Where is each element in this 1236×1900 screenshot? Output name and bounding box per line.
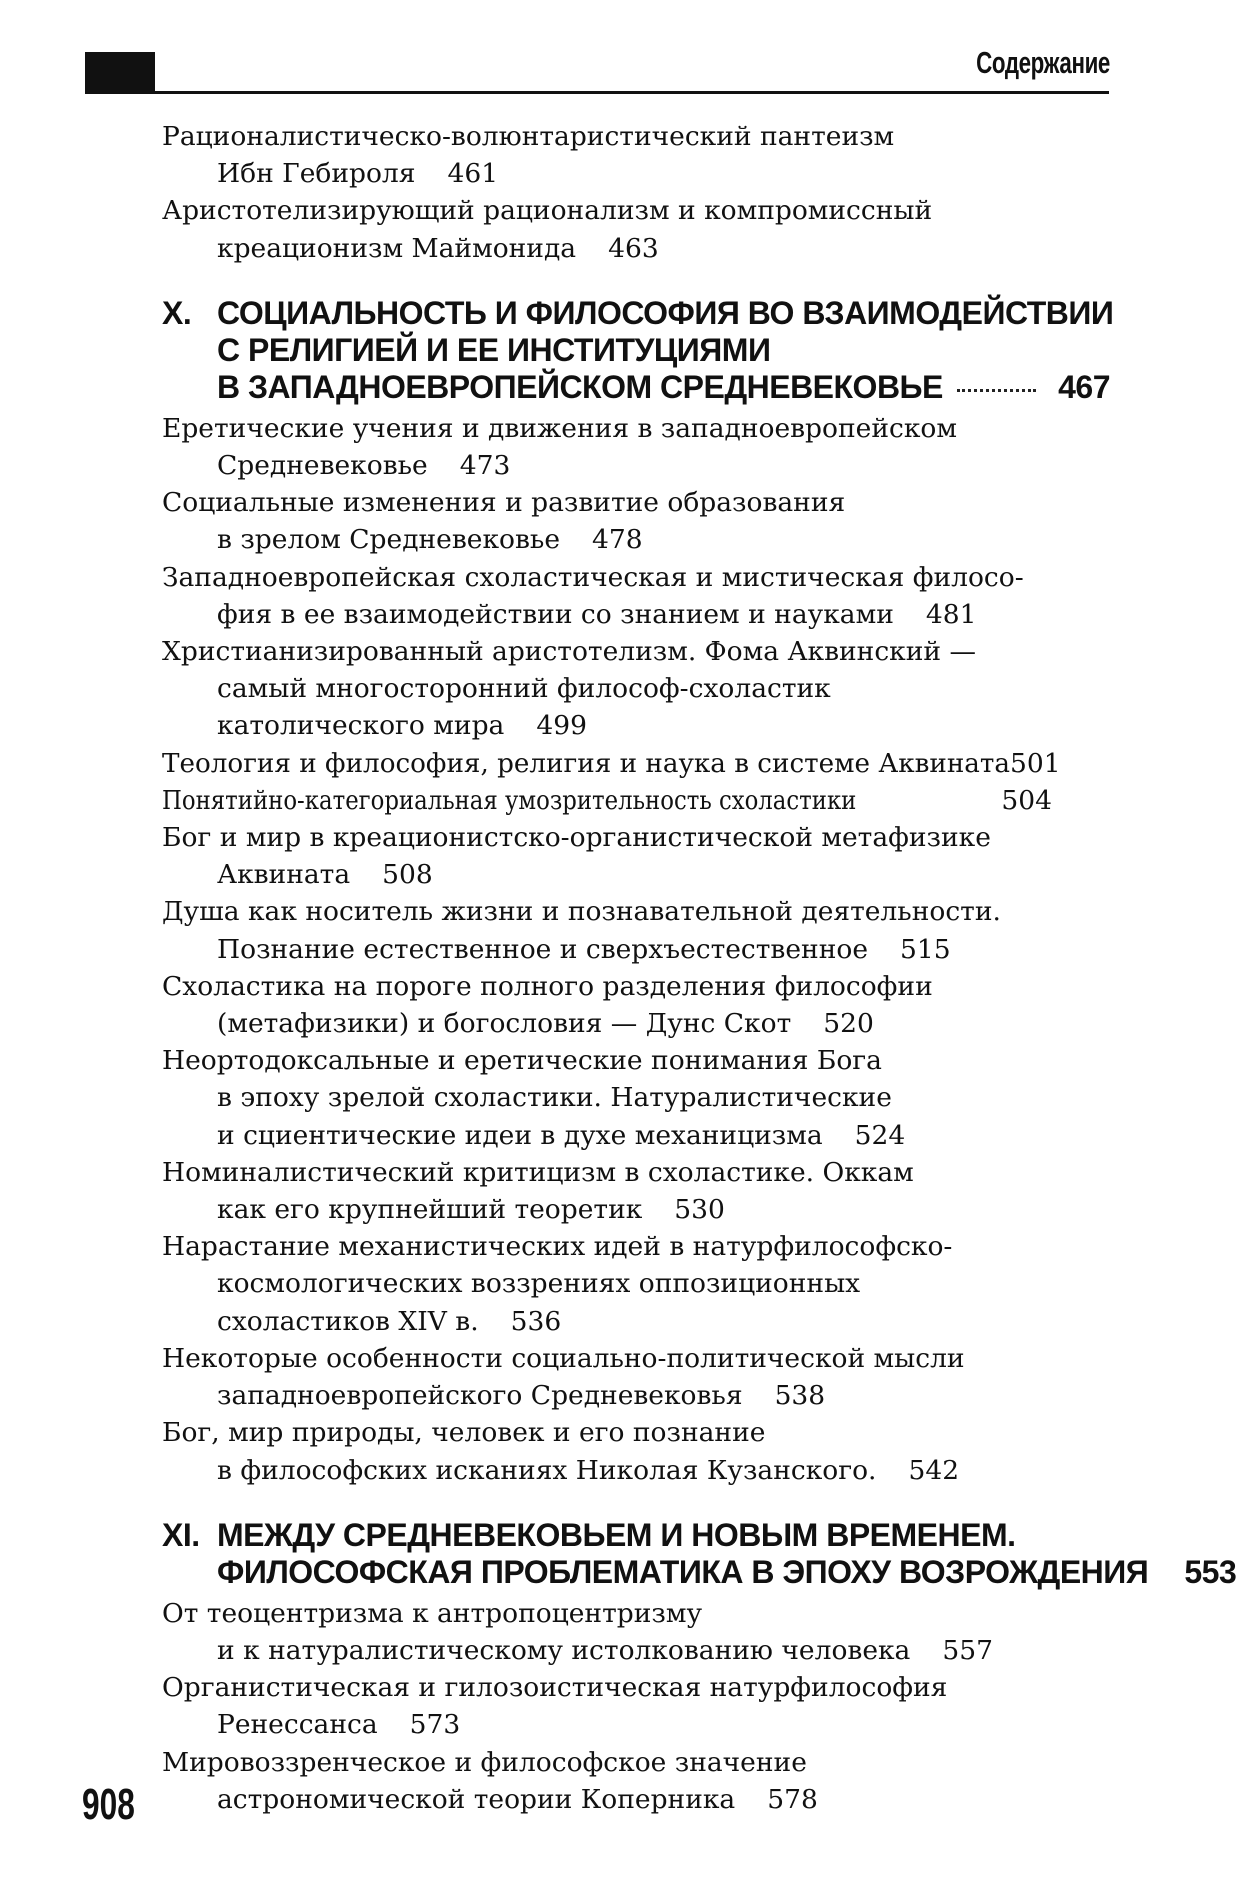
entry-title-line: Некоторые особенности социально-политической мысли — [162, 1342, 965, 1374]
entry-page-number: 573 — [409, 1709, 461, 1741]
entry-page-number: 478 — [592, 524, 643, 556]
entry-title-line: Теология и философия, религия и наука в системе Аквината — [162, 747, 1011, 779]
entry-title-line: (метафизики) и богословия — Дунс Скот — [217, 1008, 792, 1040]
table-of-contents — [162, 118, 1236, 1818]
entry-title-line: Аристотелизирующий рационализм и компромиссный — [162, 195, 933, 227]
toc-entry — [162, 1154, 1110, 1228]
toc-entry — [162, 118, 1110, 192]
entry-page-number: 508 — [382, 859, 433, 891]
toc-chapter — [162, 294, 1114, 406]
entry-page-number: 530 — [674, 1194, 725, 1226]
toc-entry — [162, 782, 1110, 819]
entry-page-number: 538 — [774, 1380, 826, 1412]
running-header-title: Содержание — [976, 45, 1110, 80]
entry-title-line: схоластиков XIV в. — [217, 1305, 479, 1337]
toc-entry — [162, 1042, 1110, 1154]
toc-entry — [162, 893, 1110, 967]
entry-title-line: и сциентические идеи в духе механицизма — [217, 1119, 823, 1151]
entry-title-line: Аквината — [217, 859, 351, 891]
entry-page-number: 473 — [459, 450, 511, 482]
chapter-page-number: 553 — [1184, 1553, 1236, 1590]
toc-entry — [162, 745, 1110, 782]
entry-title-line: фия в ее взаимодействии со знанием и науками — [217, 598, 894, 630]
entry-page-number: 463 — [608, 232, 659, 264]
entry-page-number: 504 — [1001, 784, 1053, 816]
entry-page-number: 542 — [908, 1454, 960, 1486]
entry-page-number: 499 — [536, 710, 587, 742]
entry-title-line: самый многосторонний философ-схоластик — [217, 673, 831, 705]
entry-title-line: и к натуралистическому истолкованию человека — [217, 1634, 911, 1666]
toc-entry — [162, 1228, 1110, 1340]
entry-title-line: космологических воззрениях оппозиционных — [217, 1268, 861, 1300]
entry-title-line: Неортодоксальные и еретические понимания Бога — [162, 1045, 882, 1077]
chapter-number: XI. — [162, 1516, 200, 1553]
entry-title-line: в зрелом Средневековье — [217, 524, 560, 556]
chapter-number: X. — [162, 294, 192, 331]
entry-page-number: 515 — [900, 933, 951, 965]
entry-title-line: От теоцентризма к антропоцентризму — [162, 1597, 703, 1629]
entry-page-number: 481 — [925, 598, 977, 630]
dot-leader — [957, 375, 1036, 392]
entry-page-number: 536 — [510, 1305, 562, 1337]
entry-title-line: креационизм Маймонида — [217, 232, 577, 264]
entry-title-line: Еретические учения и движения в западноевропейском — [162, 412, 957, 444]
toc-entry — [162, 819, 1110, 893]
entry-title-line: Нарастание механистических идей в натурфилософско- — [162, 1231, 953, 1263]
entry-title-line: Номиналистический критицизм в схоластике. Оккам — [162, 1156, 914, 1188]
chapter-title-line: С РЕЛИГИЕЙ И ЕЕ ИНСТИТУЦИЯМИ — [217, 331, 771, 368]
entry-title-line: как его крупнейший теоретик — [217, 1194, 643, 1226]
chapter-title-line: ФИЛОСОФСКАЯ ПРОБЛЕМАТИКА В ЭПОХУ ВОЗРОЖДЕНИЯ — [217, 1553, 1149, 1590]
toc-entry — [162, 192, 1110, 266]
entry-page-number: 557 — [942, 1634, 993, 1666]
chapter-title-line: В ЗАПАДНОЕВРОПЕЙСКОМ СРЕДНЕВЕКОВЬЕ — [217, 368, 943, 405]
toc-entry — [162, 484, 1110, 558]
entry-title-line: Схоластика на пороге полного разделения философии — [162, 970, 933, 1002]
entry-title-line: Бог и мир в креационистско-органистической метафизике — [162, 822, 991, 854]
toc-entry — [162, 410, 1110, 484]
entry-title-line: Органистическая и гилозоистическая натурфилософия — [162, 1672, 948, 1704]
toc-entry — [162, 559, 1110, 633]
entry-title-line: католического мира — [217, 710, 505, 742]
entry-title-line: Мировоззренческое и философское значение — [162, 1746, 807, 1778]
header-rule — [85, 91, 1109, 94]
chapter-page-number: 467 — [1058, 368, 1110, 405]
entry-title-line: Христианизированный аристотелизм. Фома Аквинский — — [162, 636, 976, 668]
entry-title-line: западноевропейского Средневековья — [217, 1380, 743, 1412]
entry-title-line: Ренессанса — [217, 1709, 378, 1741]
toc-entry — [162, 1414, 1110, 1488]
header-block — [85, 52, 155, 94]
entry-title-line: Бог, мир природы, человек и его познание — [162, 1417, 766, 1449]
entry-title-line: Познание естественное и сверхъестественное — [217, 933, 868, 965]
entry-title-line: Рационалистическо-волюнтаристический пантеизм — [162, 121, 895, 152]
toc-entry — [162, 1595, 1110, 1669]
entry-title-line: Понятийно-категориальная умозрительность схоластики — [162, 784, 857, 816]
entry-page-number: 461 — [447, 158, 499, 190]
toc-entry — [162, 1744, 1110, 1818]
chapter-title-line: МЕЖДУ СРЕДНЕВЕКОВЬЕМ И НОВЫМ ВРЕМЕНЕМ. — [217, 1516, 1016, 1553]
entry-title-line: Социальные изменения и развитие образования — [162, 487, 846, 519]
entry-page-number: 501 — [1010, 747, 1061, 779]
toc-entry — [162, 968, 1110, 1042]
chapter-title-line: СОЦИАЛЬНОСТЬ И ФИЛОСОФИЯ ВО ВЗАИМОДЕЙСТВИИ — [217, 294, 1114, 331]
toc-entry — [162, 1669, 1110, 1743]
entry-title-line: Средневековье — [217, 450, 428, 482]
entry-page-number: 524 — [854, 1119, 906, 1151]
toc-chapter — [162, 1516, 1236, 1591]
page-number: 908 — [82, 1780, 135, 1829]
entry-title-line: в философских исканиях Николая Кузанского. — [217, 1454, 877, 1486]
entry-title-line: Западноевропейская схоластическая и мистическая филосо- — [162, 561, 1024, 593]
toc-entry — [162, 633, 1110, 745]
entry-page-number: 520 — [823, 1008, 874, 1040]
entry-title-line: в эпоху зрелой схоластики. Натуралистические — [217, 1082, 892, 1114]
toc-entry — [162, 1340, 1110, 1414]
entry-title-line: Ибн Гебироля — [217, 158, 416, 190]
entry-page-number: 578 — [767, 1783, 818, 1815]
entry-title-line: Душа как носитель жизни и познавательной деятельности. — [162, 896, 1001, 928]
entry-title-line: астрономической теории Коперника — [217, 1783, 736, 1815]
